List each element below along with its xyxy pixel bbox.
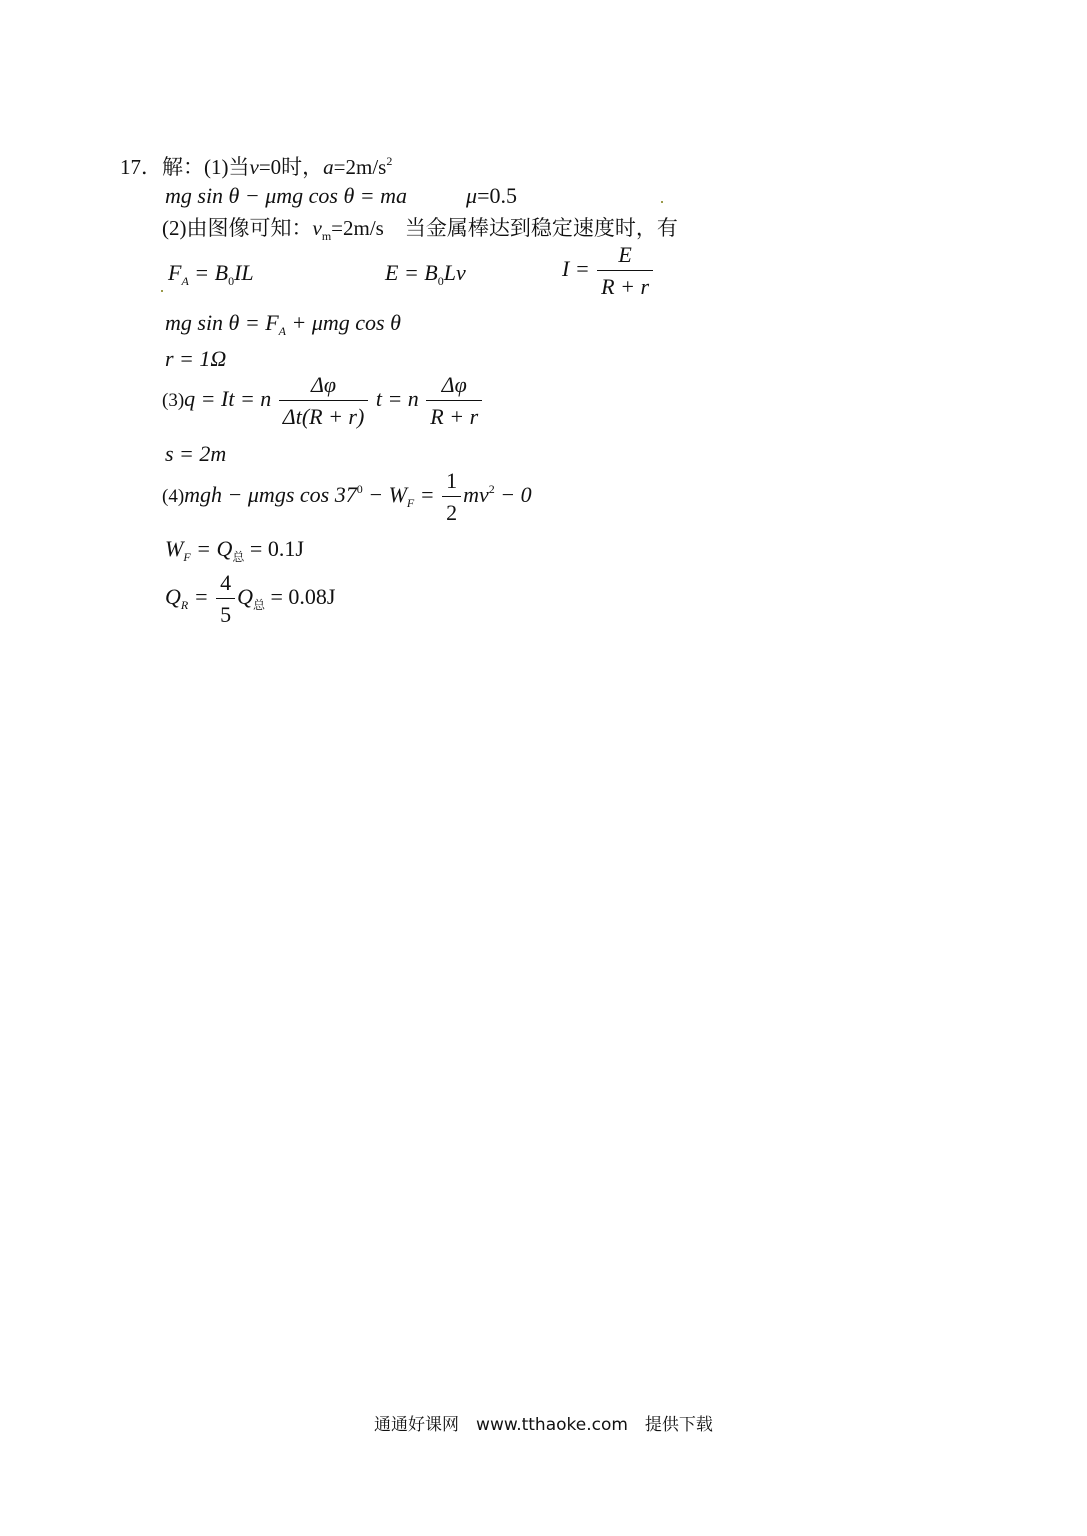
speck-mark [661, 201, 663, 203]
half-fraction: $\frac{1}{2}$ [442, 470, 461, 524]
four-fifths-fraction: $\frac{4}{5}$ [216, 572, 235, 626]
part1-text: 17．解：(1)当 [120, 155, 250, 179]
part1-heading: 17．解：(1)当v=0时，$a=2m/s^2$ [120, 154, 393, 179]
equation-resistor-heat: $Q_R$ = $\frac{4}{5}$ $Q_总 = 0.08J$ [165, 570, 336, 627]
charge-fraction-2: $\frac{\Delta\varphi}{R + r}$ [426, 374, 482, 428]
equation-ampere-force: $F_A = B_0IL$ [168, 260, 254, 288]
speck-mark [161, 290, 163, 292]
equation-work-heat: $W_F = Q_总 = 0.1J$ [165, 536, 304, 564]
part2-heading: (2)由图像可知：$v_m=2m/s$ 当金属棒达到稳定速度时，有 [162, 216, 678, 243]
equation-energy: (4)mgh − μmgs $\cos 37^0 - W_F$ = $\frac{1}{2}$ $mv^2 - 0$ [162, 468, 532, 525]
footer-text: 通通好课网 www.tthaoke.com 提供下载 [374, 1415, 713, 1435]
equation-distance: s = 2m [165, 441, 227, 466]
charge-fraction-1: $\frac{\Delta\varphi}{\Delta t(R + r)}$ [279, 374, 369, 428]
equation-equilibrium: mg $\sin \theta = F_A + \mu mg$ cos θ [165, 310, 401, 338]
equation-force-balance: mg sin θ − μmg cos θ = ma μ=0.5 [165, 183, 517, 208]
current-fraction: $\frac{E}{R + r}$ [597, 244, 653, 298]
equation-emf: $E = B_0Lv$ [385, 260, 466, 288]
equation-resistance: r = 1Ω [165, 346, 227, 371]
equation-current: I = $\frac{E}{R + r}$ [562, 244, 655, 298]
equation-charge: (3)q = It = n $\frac{\Delta\varphi}{\Delta t(R + r)}$ t = n $\frac{\Delta\varphi}{R + r}$ [162, 374, 484, 428]
page-footer [0, 1410, 1087, 1435]
